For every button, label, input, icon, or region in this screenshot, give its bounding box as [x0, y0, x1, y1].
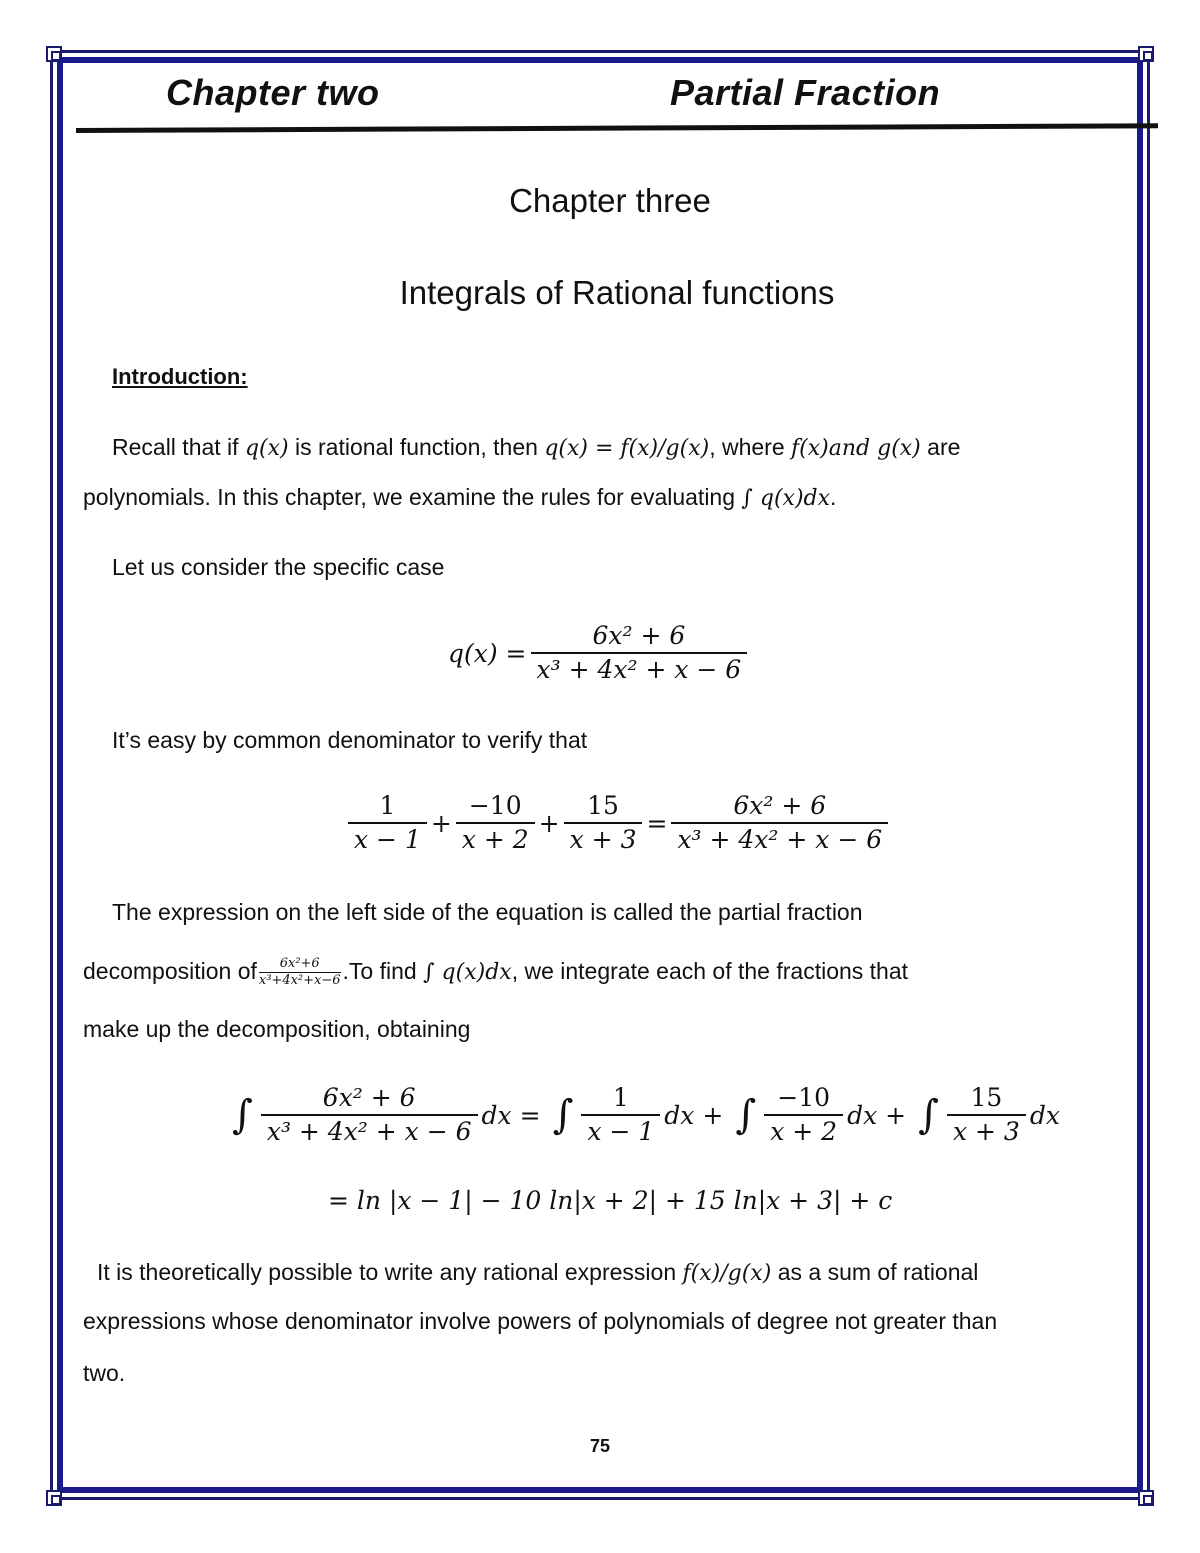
paragraph-verify: It’s easy by common denominator to verify that: [112, 727, 588, 753]
page-number: 75: [589, 1436, 611, 1456]
paragraph-specific-case: Let us consider the specific case: [112, 554, 445, 580]
section-title: Integrals of Rational functions: [399, 274, 835, 311]
paragraph-partial-line1: The expression on the left side of the equation is called the partial fraction: [112, 899, 863, 925]
chapter-title: Chapter three: [509, 182, 711, 219]
paragraph-partial-line3: make up the decomposition, obtaining: [83, 1016, 471, 1042]
paragraph-recall-line1: Recall that if q(x) is rational function, then q(x) = f(x)/g(x), where f(x)and g(x) are: [112, 434, 961, 461]
corner-ornament-top-left: [46, 46, 62, 62]
inline-fraction: $\frac{\text{6x²+6}}{\text{x³+4x²+x−6}}$: [258, 956, 341, 989]
paragraph-theoretical-line2: expressions whose denominator involve powers of polynomials of degree not greater than: [83, 1308, 998, 1334]
corner-ornament-bottom-right: [1138, 1490, 1154, 1506]
header-chapter: Chapter two: [166, 72, 380, 113]
corner-ornament-bottom-left: [46, 1490, 62, 1506]
paragraph-theoretical-line3: two.: [83, 1360, 126, 1386]
fraction: $\frac{\text{6x² + 6}}{\text{x³ + 4x² + x − 6}}$: [531, 620, 748, 686]
paragraph-recall-line2: polynomials. In this chapter, we examine the rules for evaluating ∫ q(x)dx.: [83, 484, 837, 511]
equation-integral: ∫ $\frac{\text{6x² + 6}}{\text{x³ + 4x² + x − 6}}$ dx = ∫ $\frac{1}{x - 1}$ dx + ∫ $\frac{-10}{x + 2}$ dx + ∫ $\frac{15}{x + 3}$ dx: [232, 1083, 1060, 1146]
intro-heading: Introduction:: [112, 364, 248, 389]
equation-decomposition: $\frac{1}{x - 1}$ + $\frac{-10}{x + 2}$ + $\frac{15}{x + 3}$ = $\frac{\text{6x² + 6}}{\text{x³ + 4x² + x − 6}}$: [344, 790, 892, 856]
corner-ornament-top-right: [1138, 46, 1154, 62]
header-topic: Partial Fraction: [670, 72, 941, 113]
paragraph-partial-line2: decomposition of $\frac{\text{6x²+6}}{\text{x³+4x²+x−6}}$ .To find ∫ q(x)dx, we integrate each of the fractions that: [83, 956, 909, 989]
equation-qx: q(x) = $\frac{\text{6x² + 6}}{\text{x³ + 4x² + x − 6}}$: [448, 620, 751, 686]
equation-result: = ln |x − 1| − 10 ln|x + 2| + 15 ln|x + 3| + c: [328, 1186, 893, 1215]
paragraph-theoretical-line1: It is theoretically possible to write any rational expression f(x)/g(x) as a sum of rational: [97, 1259, 979, 1286]
